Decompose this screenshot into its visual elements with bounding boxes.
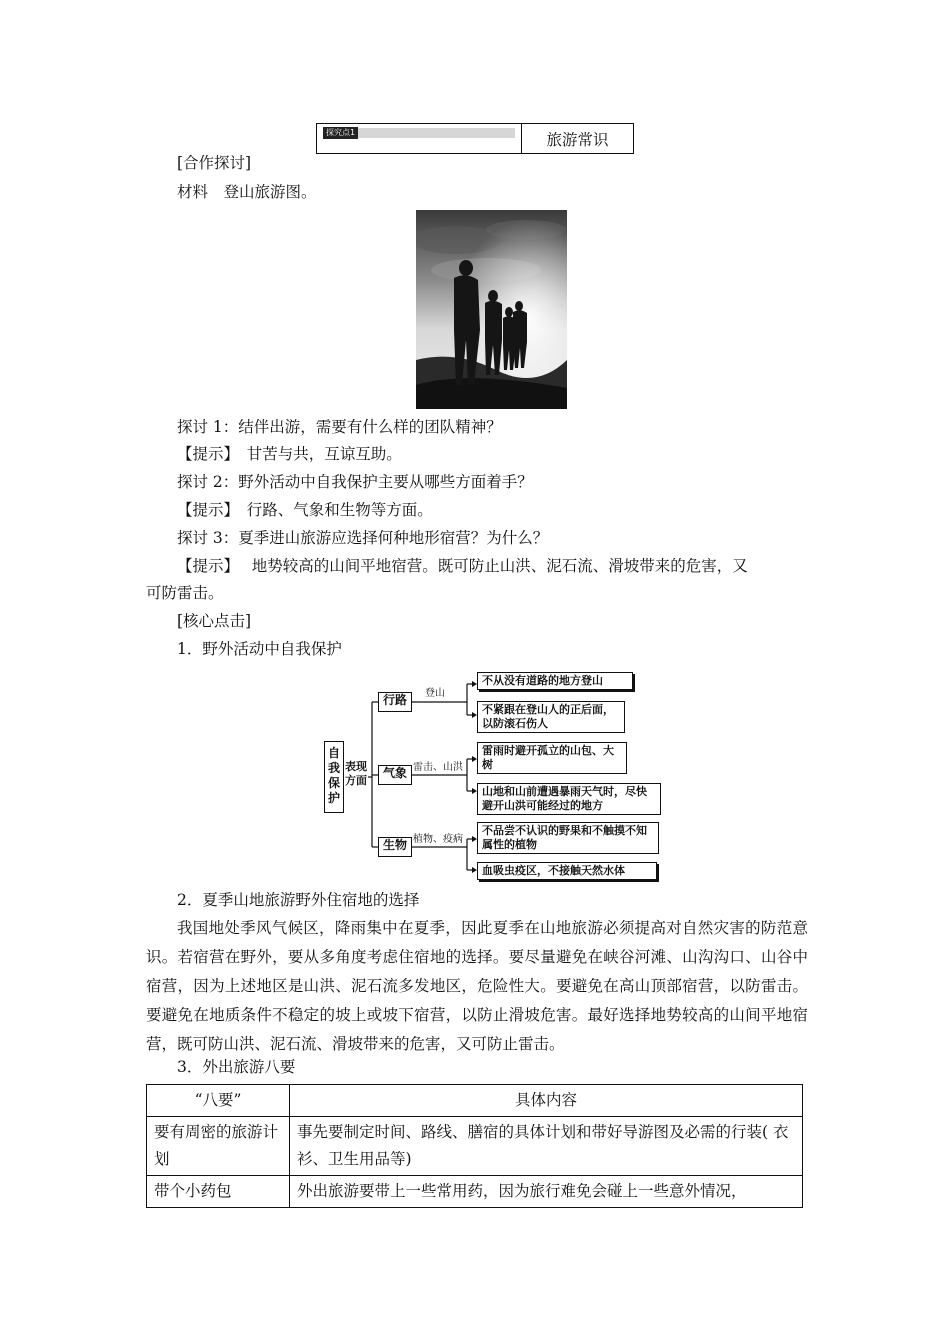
hint-1 xyxy=(177,443,402,465)
hint-label: 【提示】 xyxy=(177,557,232,575)
edge-label-biology: 植物、疫病 xyxy=(413,834,463,845)
hiking-photo xyxy=(416,210,567,409)
section-cooperative: [合作探讨] xyxy=(177,154,252,172)
self-protection-diagram xyxy=(322,664,662,884)
eight-musts-table xyxy=(146,1084,803,1208)
leaf-walking-2: 不紧跟在登山人的正后面，以防滚石伤人 xyxy=(477,701,625,733)
table-cell: 外出旅游要带上一些常用药，因为旅行难免会碰上一些意外情况， xyxy=(290,1176,803,1208)
table-cell: 事先要制定时间、路线、膳宿的具体计划和带好导游图及必需的行装( 衣衫、卫生用品等) xyxy=(290,1117,803,1176)
branch-weather: 气象 xyxy=(378,765,412,785)
table-row xyxy=(147,1117,803,1176)
hint-2 xyxy=(177,499,433,521)
heading-1: 1．野外活动中自我保护 xyxy=(177,640,342,658)
heading-3: 3．外出旅游八要 xyxy=(177,1058,296,1076)
leaf-walking-1: 不从没有道路的地方登山 xyxy=(477,672,633,690)
section-title: 旅游常识 xyxy=(546,131,609,149)
hint-3 xyxy=(177,555,748,577)
question-1: 探讨 1：结伴出游，需要有什么样的团队精神？ xyxy=(177,418,502,436)
branch-walking: 行路 xyxy=(378,692,412,712)
question-3: 探讨 3：夏季进山旅游应选择何种地形宿营？为什么？ xyxy=(177,529,549,547)
section-tag: 探究点1 xyxy=(323,127,358,139)
paragraph-accommodation: 我国地处季风气候区，降雨集中在夏季，因此夏季在山地旅游必须提高对自然灾害的防范意识。若宿营在野外，要从多角度考虑住宿地的选择。要尽量避免在峡谷河滩、山沟沟口、山谷中宿营，因为上述地区是山洪、泥石流多发地区，危险性大。要避免在高山顶部宿营，以防雷击。要避免在地质条件不稳定的坡上或坡下宿营，以防止滑坡危害。最好选择地势较高的山间平地宿营，既可防山洪、泥石流、滑坡带来的危害，又可防止雷击。 xyxy=(146,919,808,1053)
material-caption: 材料 登山旅游图。 xyxy=(177,183,317,201)
leaf-weather-2: 山地和山前遭遇暴雨天气时，尽快避开山洪可能经过的地方 xyxy=(477,783,661,815)
diagram-mid: 表现方面 xyxy=(344,760,368,792)
hint-label: 【提示】 xyxy=(177,501,232,519)
leaf-weather-1: 雷雨时避开孤立的山包、大树 xyxy=(477,742,627,774)
table-cell: 带个小药包 xyxy=(147,1176,290,1208)
section-core: [核心点击] xyxy=(177,612,252,630)
diagram-root: 自我保护 xyxy=(324,741,344,813)
section-header-box xyxy=(316,123,634,154)
leaf-biology-2: 血吸虫疫区，不接触天然水体 xyxy=(477,862,657,880)
branch-biology: 生物 xyxy=(378,837,412,857)
table-header-row xyxy=(147,1085,803,1117)
hint-label: 【提示】 xyxy=(177,445,232,463)
table-header-cell: 具体内容 xyxy=(290,1085,803,1117)
question-2: 探讨 2：野外活动中自我保护主要从哪些方面着手？ xyxy=(177,473,533,491)
hint-answer-3-line2: 可防雷击。 xyxy=(146,584,224,602)
hikers-silhouette-image xyxy=(416,210,567,409)
table-cell: 要有周密的旅游计划 xyxy=(147,1117,290,1176)
hint-answer-3-line1: 地势较高的山间平地宿营。既可防止山洪、泥石流、滑坡带来的危害，又 xyxy=(251,557,748,575)
table-header-cell: “八要” xyxy=(147,1085,290,1117)
heading-2: 2．夏季山地旅游野外住宿地的选择 xyxy=(177,891,420,909)
edge-label-weather: 雷击、山洪 xyxy=(413,762,463,773)
edge-label-walking: 登山 xyxy=(425,688,445,699)
hint-answer-2: 行路、气象和生物等方面。 xyxy=(246,501,433,519)
leaf-biology-1: 不品尝不认识的野果和不触摸不知属性的植物 xyxy=(477,822,659,854)
table-row xyxy=(147,1176,803,1208)
hint-answer-1: 甘苦与共，互谅互助。 xyxy=(246,445,402,463)
